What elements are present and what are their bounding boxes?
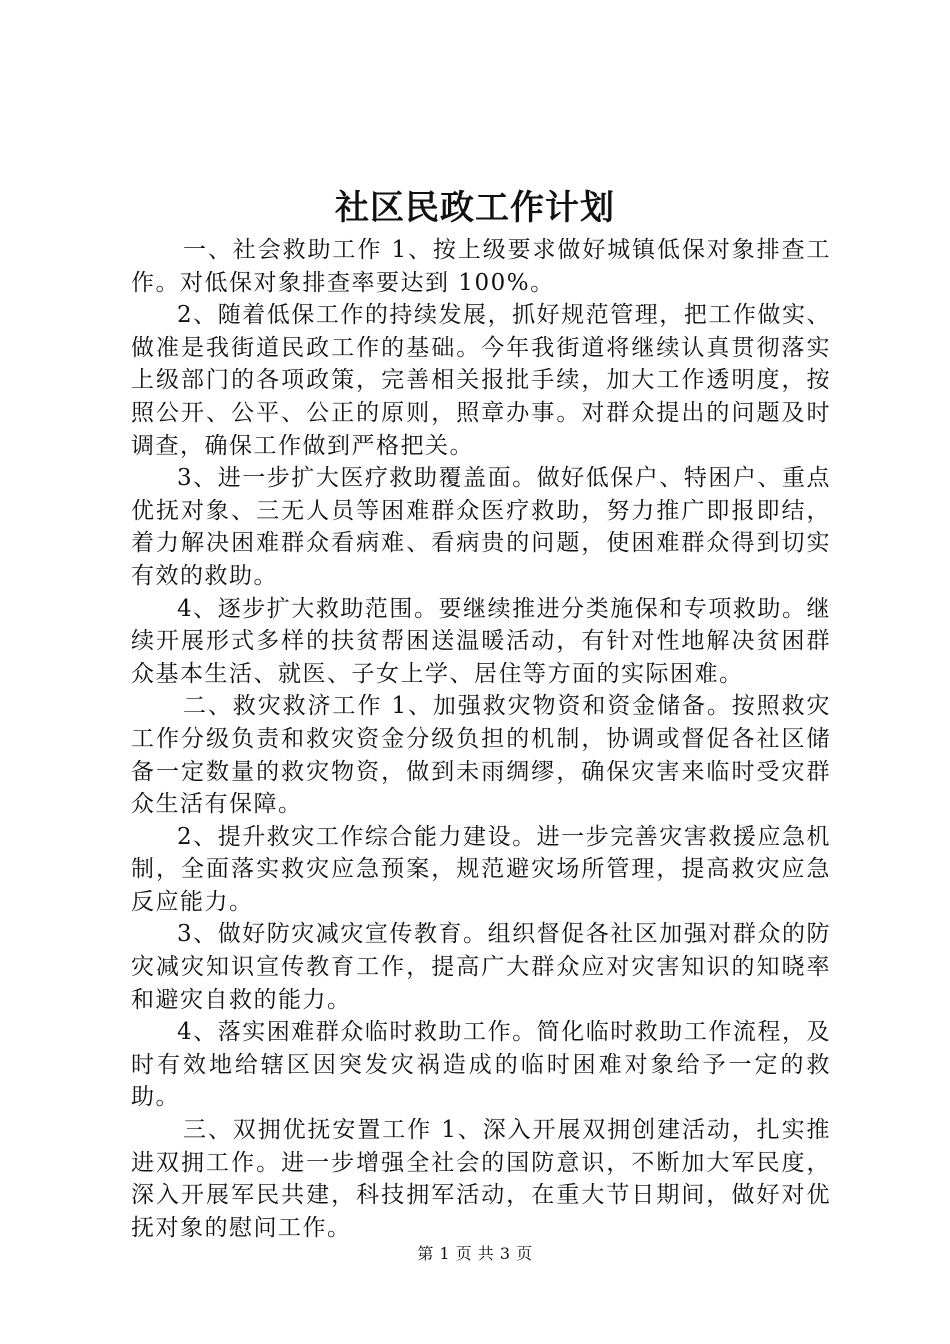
paragraph-disaster-relief-1: 二、救灾救济工作 1、加强救灾物资和资金储备。按照救灾工作分级负责和救灾资金分级负担的机制，协调或督促各社区储备一定数量的救灾物资，做到未雨绸缪，确保灾害来临时受灾群众生活有保障。 [131,693,831,818]
document-body [131,234,831,1244]
paragraph-social-assistance-2: 2、随着低保工作的持续发展，抓好规范管理，把工作做实、做准是我街道民政工作的基础。今年我街道将继续认真贯彻落实上级部门的各项政策，完善相关报批手续，加大工作透明度，按照公开、公平、公正的原则，照章办事。对群众提出的问题及时调查，确保工作做到严格把关。 [131,302,831,459]
paragraph-disaster-relief-2: 2、提升救灾工作综合能力建设。进一步完善灾害救援应急机制，全面落实救灾应急预案，规范避灾场所管理，提高救灾应急反应能力。 [131,823,831,915]
document-title: 社区民政工作计划 [335,188,615,228]
paragraph-social-assistance-3: 3、进一步扩大医疗救助覆盖面。做好低保户、特困户、重点优抚对象、三无人员等困难群众医疗救助，努力推广即报即结，着力解决困难群众看病难、看病贵的问题，使困难群众得到切实有效的救助。 [131,465,831,589]
paragraph-social-assistance-4: 4、逐步扩大救助范围。要继续推进分类施保和专项救助。继续开展形式多样的扶贫帮困送温暖活动，有针对性地解决贫困群众基本生活、就医、子女上学、居住等方面的实际困难。 [131,595,831,687]
page-footer: 第 1 页 共 3 页 [417,1244,533,1263]
paragraph-double-support-1: 三、双拥优抚安置工作 1、深入开展双拥创建活动，扎实推进双拥工作。进一步增强全社会的国防意识，不断加大军民度，深入开展军民共建，科技拥军活动，在重大节日期间，做好对优抚对象的慰问工作。 [131,1117,831,1241]
paragraph-disaster-relief-4: 4、落实困难群众临时救助工作。简化临时救助工作流程，及时有效地给辖区因突发灾祸造成的临时困难对象给予一定的救助。 [131,1019,831,1111]
paragraph-disaster-relief-3: 3、做好防灾减灾宣传教育。组织督促各社区加强对群众的防灾减灾知识宣传教育工作，提高广大群众应对灾害知识的知晓率和避灾自救的能力。 [131,921,831,1013]
paragraph-social-assistance-1: 一、社会救助工作 1、按上级要求做好城镇低保对象排查工作。对低保对象排查率要达到 100%。 [131,237,831,296]
